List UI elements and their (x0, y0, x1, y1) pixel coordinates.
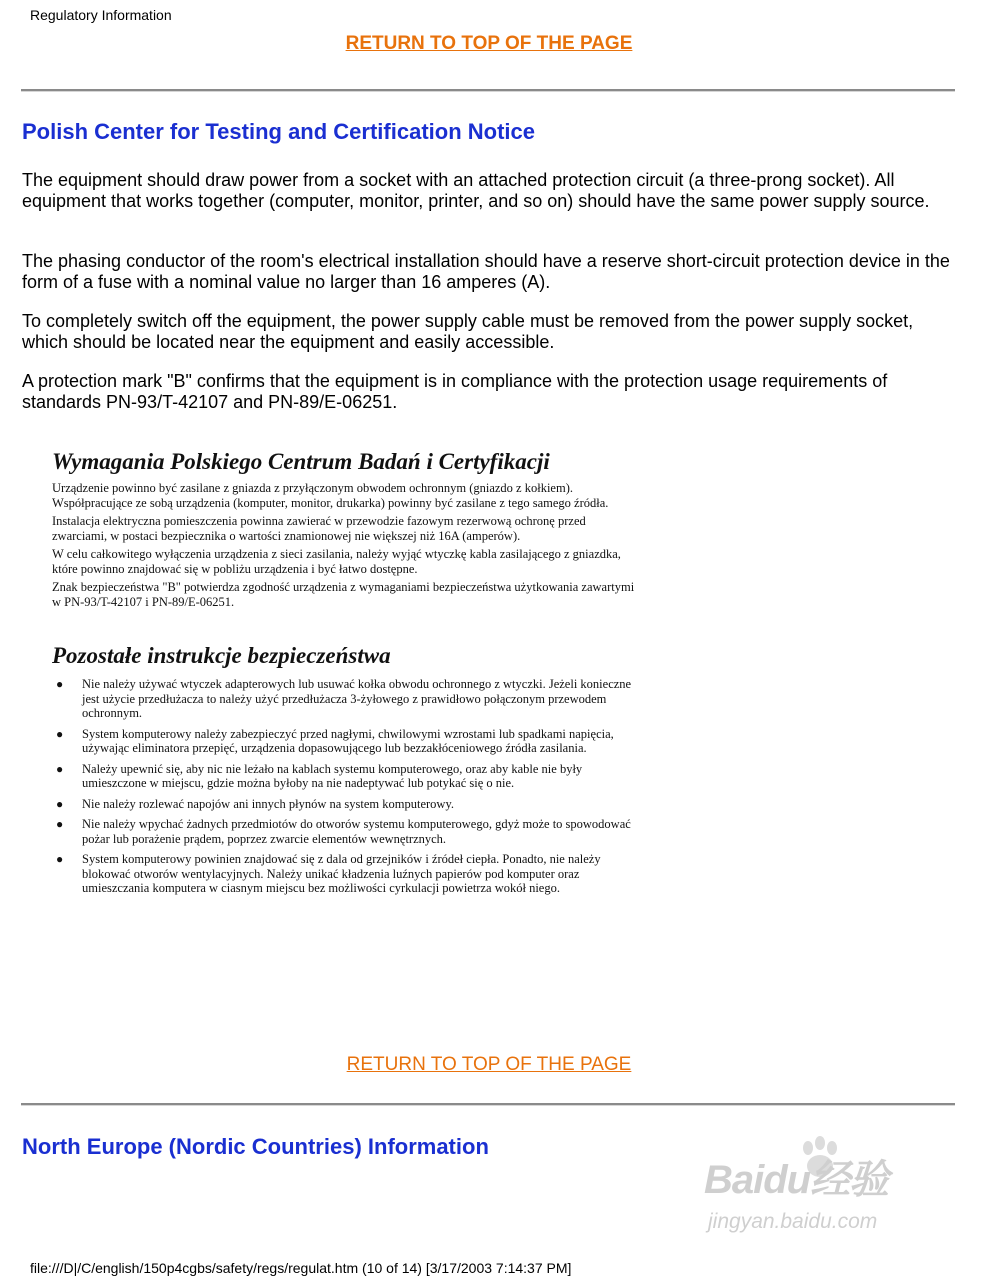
scan-bullet-item: ● Nie należy rozlewać napojów ani innych płynów na system komputerowy. (56, 796, 455, 811)
divider (21, 89, 955, 92)
baidu-watermark (700, 1130, 940, 1245)
scan-bullet-item: ● Nie należy wpychać żadnych przedmiotów do otworów systemu komputerowego, gdyż może to spowodować pożar lub porażenie prądem, poprzez zwarcie elementów wewnętrznych. (56, 817, 631, 846)
bullet-icon: ● (56, 817, 64, 831)
scan-paragraph: Instalacja elektryczna pomieszczenia powinna zawierać w przewodzie fazowym rezerwową ochronę przed zwarciami, w postaci bezpiecznika o wartości znamionowej nie większej niż 16A (amperów). (52, 514, 586, 543)
scan-bullet-item: ● Nie należy używać wtyczek adapterowych lub usuwać kołka obwodu ochronnego z wtyczki. Jeżeli konieczne jest użycie przedłużacza to należy użyć przedłużacza 3-żyłowego z prawidłowo połączonym przewodem ochronnym. (56, 677, 632, 720)
scan-bullet-item: ● System komputerowy powinien znajdować się z dala od grzejników i źródeł ciepła. Ponadto, nie należy blokować otworów wentylacyjnych. Należy unikać kładzenia luźnych papierów pod komputer oraz umieszczania komputera w ciasnym miejscu bez możliwości cyrkulacji powietrza wokół niego. (56, 852, 601, 895)
polish-paragraph-3: To completely switch off the equipment, the power supply cable must be removed from the power supply socket, which should be located near the equipment and easily accessible. (22, 311, 914, 352)
polish-paragraph-1: The equipment should draw power from a socket with an attached protection circuit (a three-prong socket). All equipment that works together (computer, monitor, printer, and so on) should have the same power supply source. (22, 170, 930, 211)
polish-paragraph-2: The phasing conductor of the room's electrical installation should have a reserve short-circuit protection device in the form of a fuse with a nominal value no larger than 16 amperes (A). (22, 251, 950, 292)
polish-notice-scan (52, 447, 642, 902)
bullet-icon: ● (56, 726, 64, 741)
polish-paragraph-4: A protection mark "B" confirms that the equipment is in compliance with the protection usage requirements of standards PN-93/T-42107 and PN-89/E-06251. (22, 371, 888, 412)
section-heading-nordic: North Europe (Nordic Countries) Information (22, 1134, 489, 1159)
divider (21, 1103, 955, 1106)
scan-heading-other-instructions: Pozostałe instrukcje bezpieczeństwa (52, 643, 391, 668)
return-to-top-link[interactable]: RETURN TO TOP OF THE PAGE (345, 33, 633, 54)
watermark-url: jingyan.baidu.com (708, 1210, 878, 1233)
bullet-icon: ● (56, 852, 64, 866)
scan-paragraph: W celu całkowitego wyłączenia urządzenia z sieci zasilania, należy wyjąć wtyczkę kabla zasilającego z gniazdka, które powinno znajdować się w pobliżu urządzenia i być łatwo dostępne. (52, 547, 621, 576)
bullet-icon: ● (56, 677, 64, 691)
scan-paragraph: Urządzenie powinno być zasilane z gniazda z przyłączonym obwodem ochronnym (gniazdo z kołkiem). Współpracujące ze sobą urządzenia (komputer, monitor, drukarka) powinny być zasilane z tego samego źródła. (52, 481, 609, 510)
scan-bullet-list (52, 677, 642, 896)
footer-file-path: file:///D|/C/english/150p4cgbs/safety/regs/regulat.htm (10 of 14) [3/17/2003 7:14:37 PM] (30, 1260, 572, 1276)
section-heading-polish: Polish Center for Testing and Certification Notice (22, 119, 535, 144)
scan-paragraph: Znak bezpieczeństwa "B" potwierdza zgodność urządzenia z wymaganiami bezpieczeństwa użytkowania zawartymi w PN-93/T-42107 i PN-89/E-06251. (52, 580, 635, 609)
page-header-title: Regulatory Information (30, 7, 172, 23)
return-to-top-link[interactable]: RETURN TO TOP OF THE PAGE (346, 1054, 632, 1075)
watermark-brand: Baidu经验 (704, 1158, 889, 1202)
scan-heading-requirements: Wymagania Polskiego Centrum Badań i Certyfikacji (52, 449, 550, 474)
bullet-icon: ● (56, 796, 64, 811)
scan-bullet-item: ● Należy upewnić się, aby nic nie leżało na kablach systemu komputerowego, oraz aby kable nie były umieszczone w miejscu, gdzie można byłoby na nie nadeptywać lub potykać się o nie. (56, 761, 583, 790)
scan-bullet-item: ● System komputerowy należy zabezpieczyć przed nagłymi, chwilowymi wzrostami lub spadkami napięcia, używając eliminatora przepięć, urządzenia dopasowującego lub bezzakłóceniowego źródła zasilania. (56, 726, 614, 755)
bullet-icon: ● (56, 761, 64, 776)
